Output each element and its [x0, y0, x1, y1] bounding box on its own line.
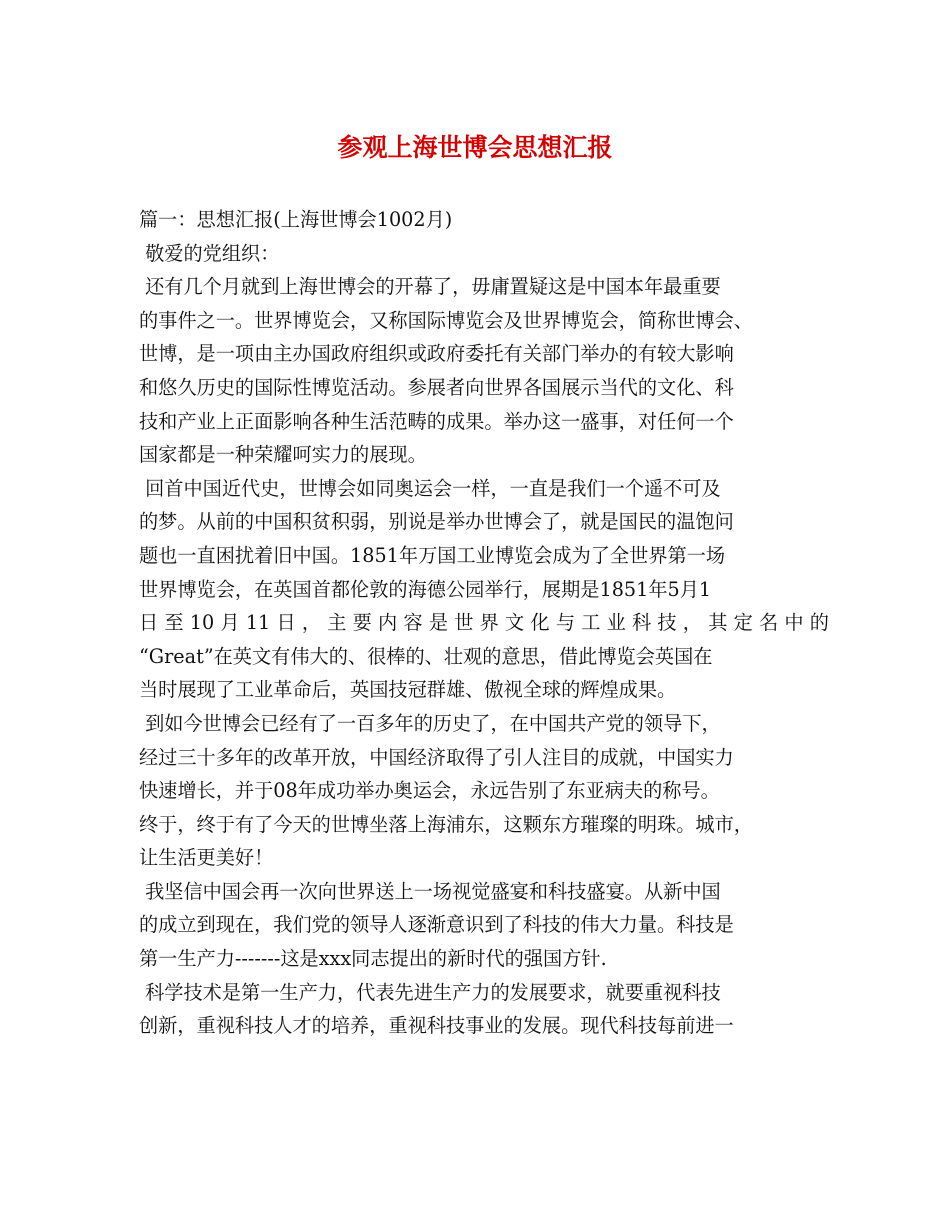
text-line: 篇一：思想汇报(上海世博会1002月) [139, 208, 453, 231]
text-line: 经过三十多年的改革开放，中国经济取得了引人注目的成就，中国实力 [139, 745, 734, 769]
text-line: 日至10月11日，主要内容是世界文化与工业科技，其定名中的 [139, 611, 829, 635]
text-line: “Great”在英文有伟大的、很棒的、壮观的意思，借此博览会英国在 [139, 644, 713, 668]
text-line: 和悠久历史的国际性博览活动。参展者向世界各国展示当代的文化、科 [139, 375, 734, 399]
text-line: 终于，终于有了今天的世博坐落上海浦东，这颗东方璀璨的明珠。城市， [139, 812, 753, 836]
text-line: 还有几个月就到上海世博会的开幕了，毋庸置疑这是中国本年最重要 [139, 275, 721, 299]
text-line: 第一生产力-------这是xxx同志提出的新时代的强国方针. [139, 947, 607, 971]
text-line: 快速增长，并于08年成功举办奥运会，永远告别了东亚病夫的称号。 [139, 779, 720, 803]
text-line: 技和产业上正面影响各种生活范畴的成果。举办这一盛事，对任何一个 [139, 409, 734, 433]
text-line: 让生活更美好！ [139, 846, 274, 870]
document-body [139, 203, 829, 1043]
text-line: 题也一直困扰着旧中国。1851年万国工业博览会成为了全世界第一场 [139, 543, 726, 567]
text-line: 国家都是一种荣耀呵实力的展现。 [139, 443, 427, 467]
text-line: 的梦。从前的中国积贫积弱，别说是举办世博会了，就是国民的温饱问 [139, 510, 734, 534]
text-line: 科学技术是第一生产力，代表先进生产力的发展要求，就要重视科技 [139, 980, 721, 1004]
text-line: 世博，是一项由主办国政府组织或政府委托有关部门举办的有较大影响 [139, 342, 734, 366]
text-line: 的成立到现在，我们党的领导人逐渐意识到了科技的伟大力量。科技是 [139, 913, 734, 937]
text-line: 的事件之一。世界博览会，又称国际博览会及世界博览会，简称世博会、 [139, 308, 753, 332]
document-title: 参观上海世博会思想汇报 [337, 133, 613, 162]
text-line: 世界博览会，在英国首都伦敦的海德公园举行，展期是1851年5月1 [139, 577, 712, 601]
text-line: 创新，重视科技人才的培养，重视科技事业的发展。现代科技每前进一 [139, 1014, 734, 1038]
text-line: 我坚信中国会再一次向世界送上一场视觉盛宴和科技盛宴。从新中国 [139, 879, 721, 903]
text-line: 回首中国近代史，世博会如同奥运会一样，一直是我们一个遥不可及 [139, 476, 721, 500]
text-line: 到如今世博会已经有了一百多年的历史了，在中国共产党的领导下， [139, 711, 721, 735]
text-line: 当时展现了工业革命后，英国技冠群雄、傲视全球的辉煌成果。 [139, 678, 677, 702]
text-line: 敬爱的党组织： [139, 241, 280, 265]
